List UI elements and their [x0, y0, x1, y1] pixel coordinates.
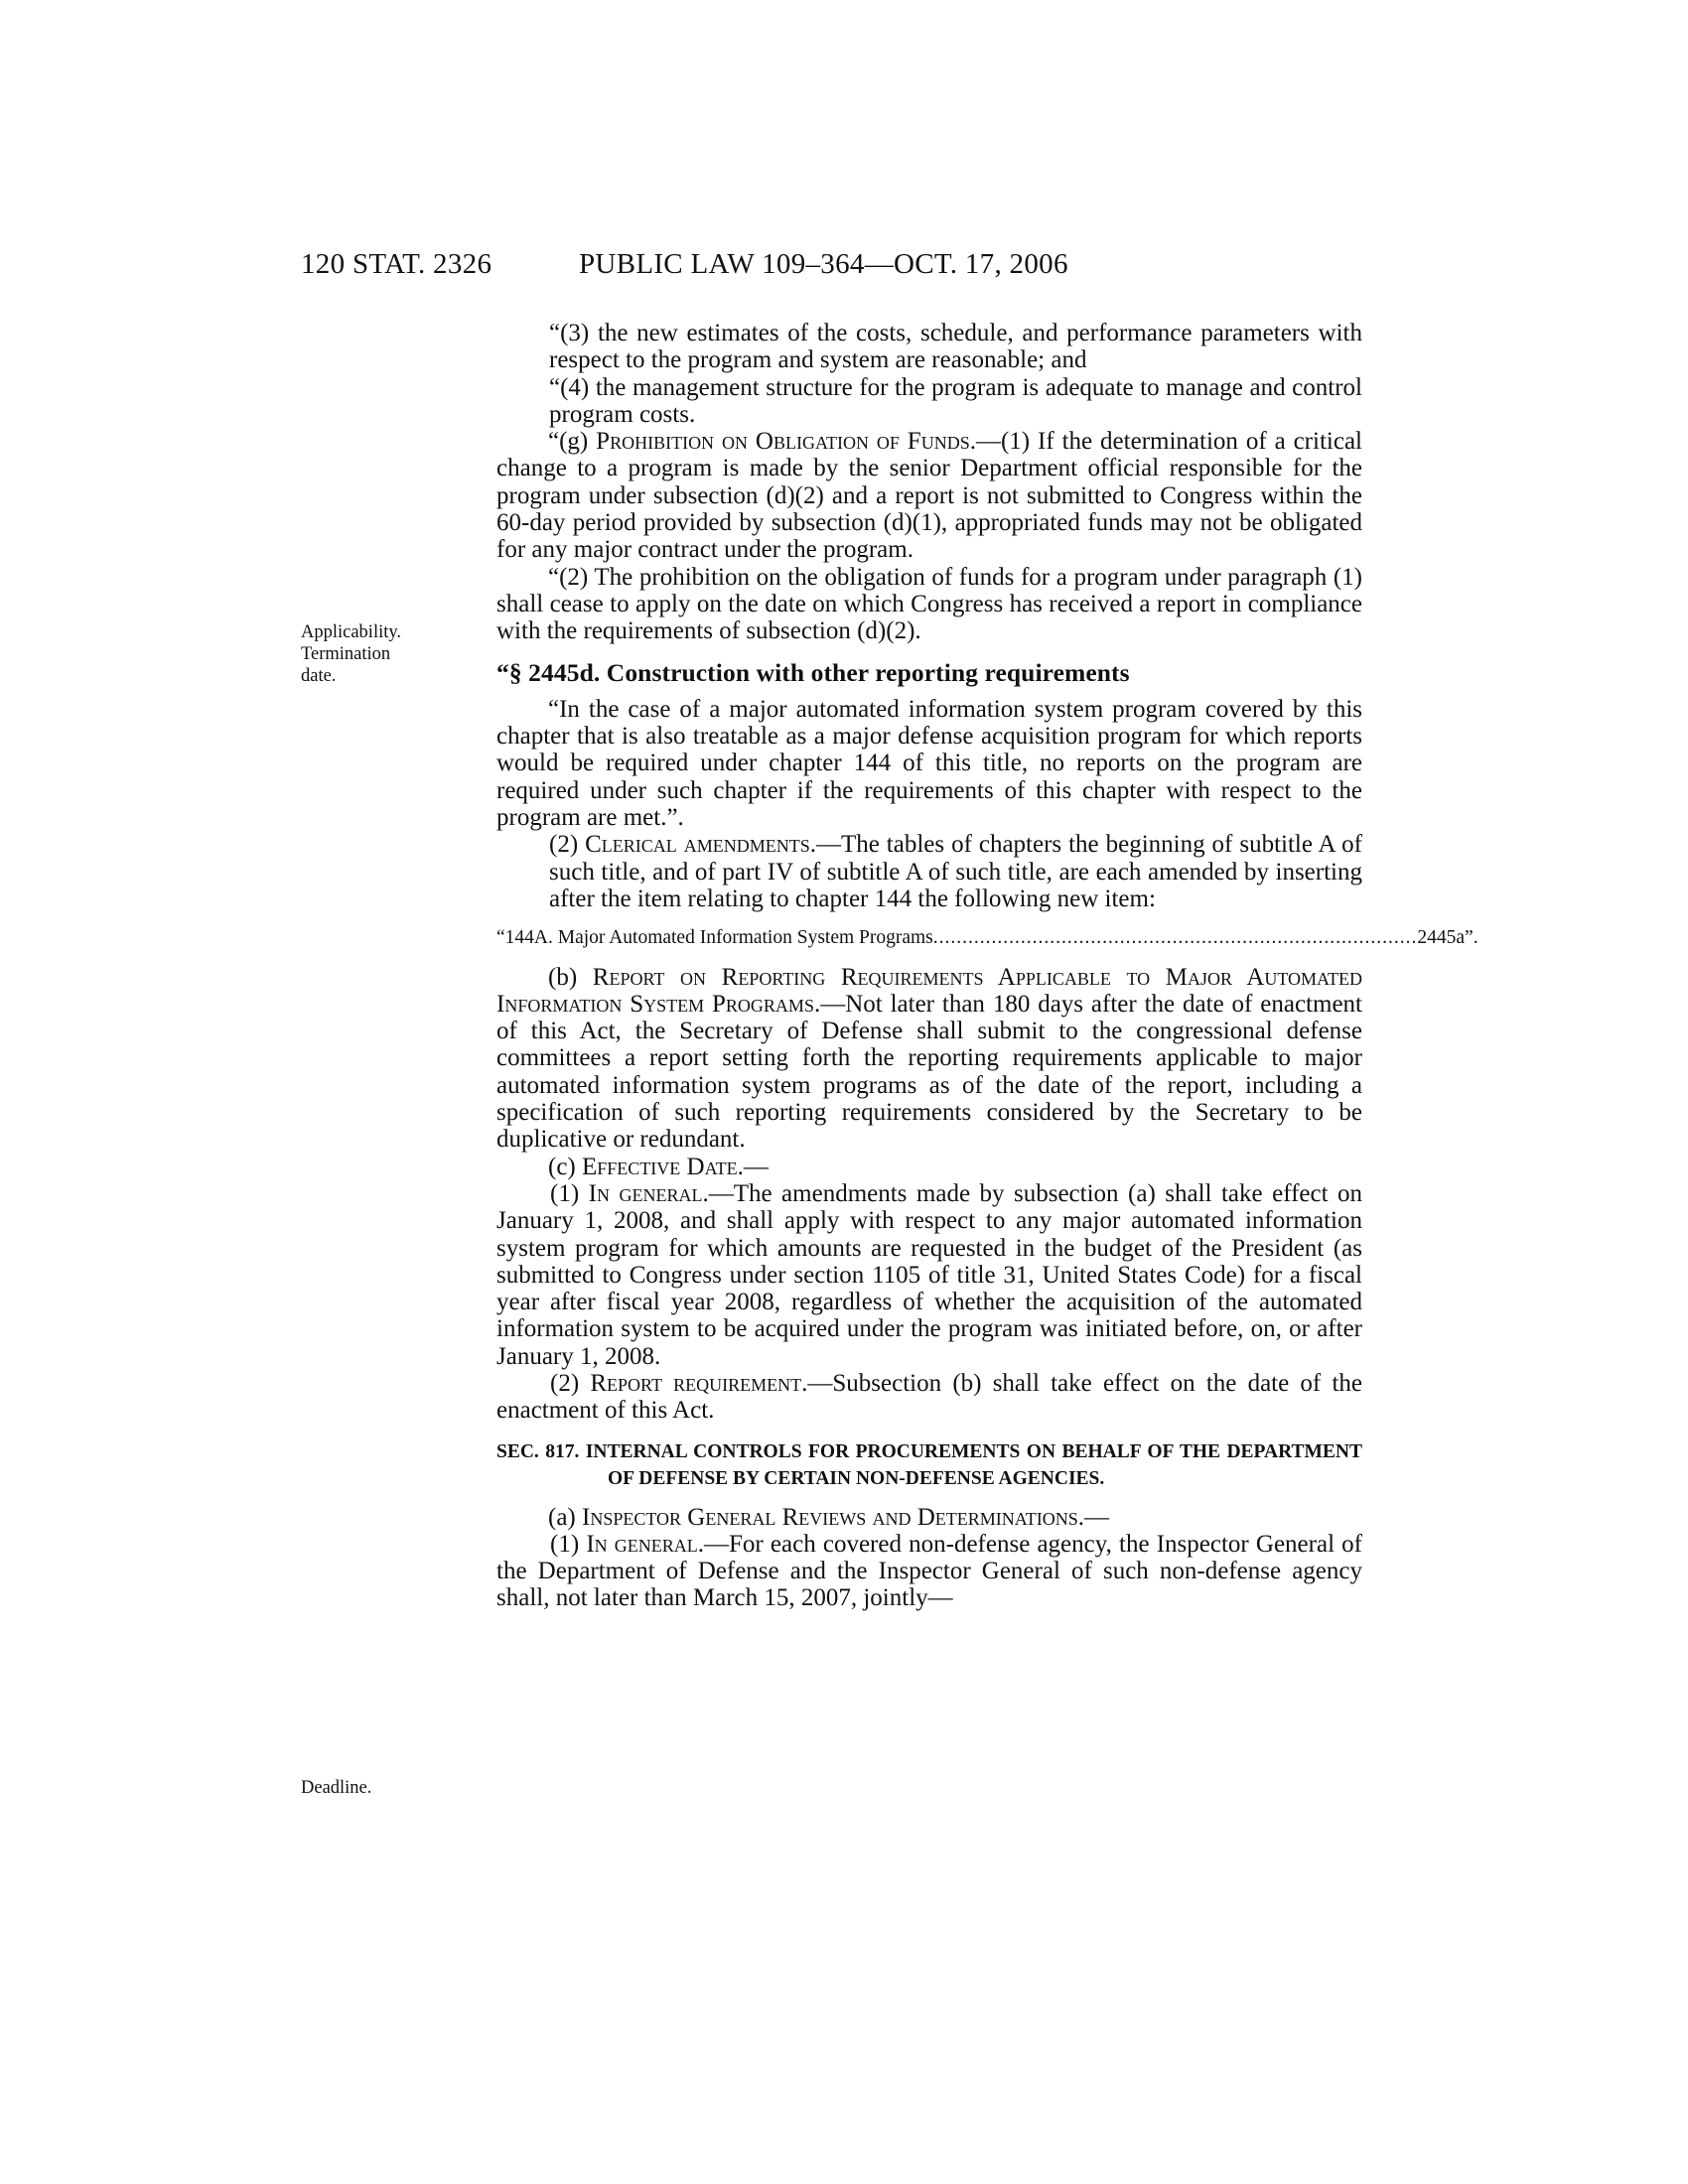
subsection-c-2-text: .—Subsection (b) shall take effect on the date of the enactment of this Act. [496, 1369, 1362, 1425]
subsection-a-1-heading: In general [586, 1530, 698, 1558]
toc-item-title: “144A. Major Automated Information System Programs [496, 927, 933, 949]
subsection-g-lead: “(g) [548, 428, 597, 456]
subsection-a-lead: (a) [548, 1503, 582, 1531]
margin-note-date-label: date. [301, 666, 337, 686]
margin-note-applicability-label: Applicability. [301, 622, 402, 642]
section-2445d-text: “In the case of a major automated information system program covered by this chapter that is also treatable as a major defense acquisition program for which reports would be required under chapter 144 of this title, no reports on the program are required under such chapter if the requirements of this chapter with respect to the program are met.”. [496, 695, 1362, 832]
toc-leader-dots: ................................................................................... [932, 927, 1418, 949]
clerical-amendments [496, 831, 1362, 912]
section-2445d-heading: “§ 2445d. Construction with other reporting requirements [496, 657, 1130, 687]
toc-item-section: 2445a”. [1417, 927, 1478, 949]
subsection-c-1-heading: In general [588, 1179, 703, 1207]
subsection-b [496, 964, 1362, 1154]
subsection-c-heading: Effective Date [582, 1153, 738, 1180]
paragraph-3: “(3) the new estimates of the costs, schedule, and performance parameters with respect to the program and system are reasonable; and [549, 320, 1362, 374]
subsection-g-heading: Prohibition on Obligation of Funds [596, 428, 970, 456]
subsection-g-paragraph-2: “(2) The prohibition on the obligation of funds for a program under paragraph (1) shall cease to apply on the date on which Congress has received a report in compliance with the requirements of subsection (d)(2). [496, 563, 1362, 645]
subsection-a-heading: Inspector General Reviews and Determinations [582, 1503, 1078, 1531]
document-body [496, 320, 1478, 1612]
margin-note-termination-label: Termination [301, 644, 391, 664]
table-of-chapters-item [496, 924, 1478, 951]
subsection-c-lead: (c) [548, 1153, 582, 1180]
subsection-c-2-lead: (2) [550, 1369, 591, 1397]
paragraph-4: “(4) the management structure for the program is adequate to manage and control program costs. [549, 373, 1362, 428]
clerical-amendments-text: .—The tables of chapters the beginning of subtitle A of such title, and of part IV of subtitle A of such title, are each amended by inserting after the item relating to chapter 144 the following new item: [549, 831, 1362, 912]
subsection-c-text: .— [737, 1153, 769, 1180]
subsection-b-lead: (b) [548, 963, 593, 991]
subsection-c-paragraph-1 [496, 1180, 1362, 1370]
public-law-title: PUBLIC LAW 109–364—OCT. 17, 2006 [579, 248, 1068, 280]
margin-note-deadline-label: Deadline. [301, 1778, 372, 1798]
margin-note-deadline [301, 1777, 430, 1799]
subsection-c-paragraph-2 [496, 1370, 1362, 1425]
clerical-amendments-lead: (2) [549, 831, 586, 859]
subsection-c-1-text: .—The amendments made by subsection (a) shall take effect on January 1, 2008, and shall apply with respect to any major automated information system program for which amounts are requested in the budget of the President (as submitted to Congress under section 1105 of title 31, United States Code) for a fiscal year after fiscal year 2008, regardless of whether the acquisition of the automated information system to be acquired under the program was initiated before, on, or after January 1, 2008. [496, 1179, 1363, 1370]
subsection-a [496, 1504, 1362, 1531]
subsection-a-paragraph-1 [496, 1531, 1362, 1612]
subsection-g-text: .—(1) If the determination of a critical change to a program is made by the senior Department official responsible for the program under subsection (d)(2) and a report is not submitted to Congress within the 60-day period provided by subsection (d)(1), appropriated funds may not be obligated for any major contract under the program. [496, 428, 1362, 564]
subsection-a-text: .— [1077, 1503, 1110, 1531]
statute-page-number: 120 STAT. 2326 [301, 248, 492, 280]
subsection-g [496, 428, 1362, 563]
section-817-heading: SEC. 817. INTERNAL CONTROLS FOR PROCUREMENTS ON BEHALF OF THE DEPARTMENT OF DEFENSE BY CERTAIN NON-DEFENSE AGENCIES. [496, 1440, 1362, 1489]
subsection-b-heading: Report on Reporting Requirements Applicable to Major Automated Information System Programs [496, 963, 1362, 1018]
subsection-c [496, 1154, 1362, 1180]
subsection-a-1-lead: (1) [550, 1530, 587, 1558]
subsection-c-2-heading: Report requirement [590, 1369, 802, 1397]
margin-note-applicability [301, 621, 430, 687]
subsection-c-1-lead: (1) [550, 1179, 589, 1207]
subsection-a-1-text: .—For each covered non-defense agency, the Inspector General of the Department of Defense and the Inspector General of such non-defense agency shall, not later than March 15, 2007, jointly— [496, 1530, 1362, 1612]
subsection-b-text: .—Not later than 180 days after the date of enactment of this Act, the Secretary of Defense shall submit to the congressional defense committees a report setting forth the reporting requirements applicable to major automated information system programs as of the date of the report, including a specification of such reporting requirements considered by the Secretary to be duplicative or redundant. [496, 990, 1362, 1154]
page-header [301, 248, 1373, 288]
clerical-amendments-heading: Clerical amendments [585, 831, 810, 859]
